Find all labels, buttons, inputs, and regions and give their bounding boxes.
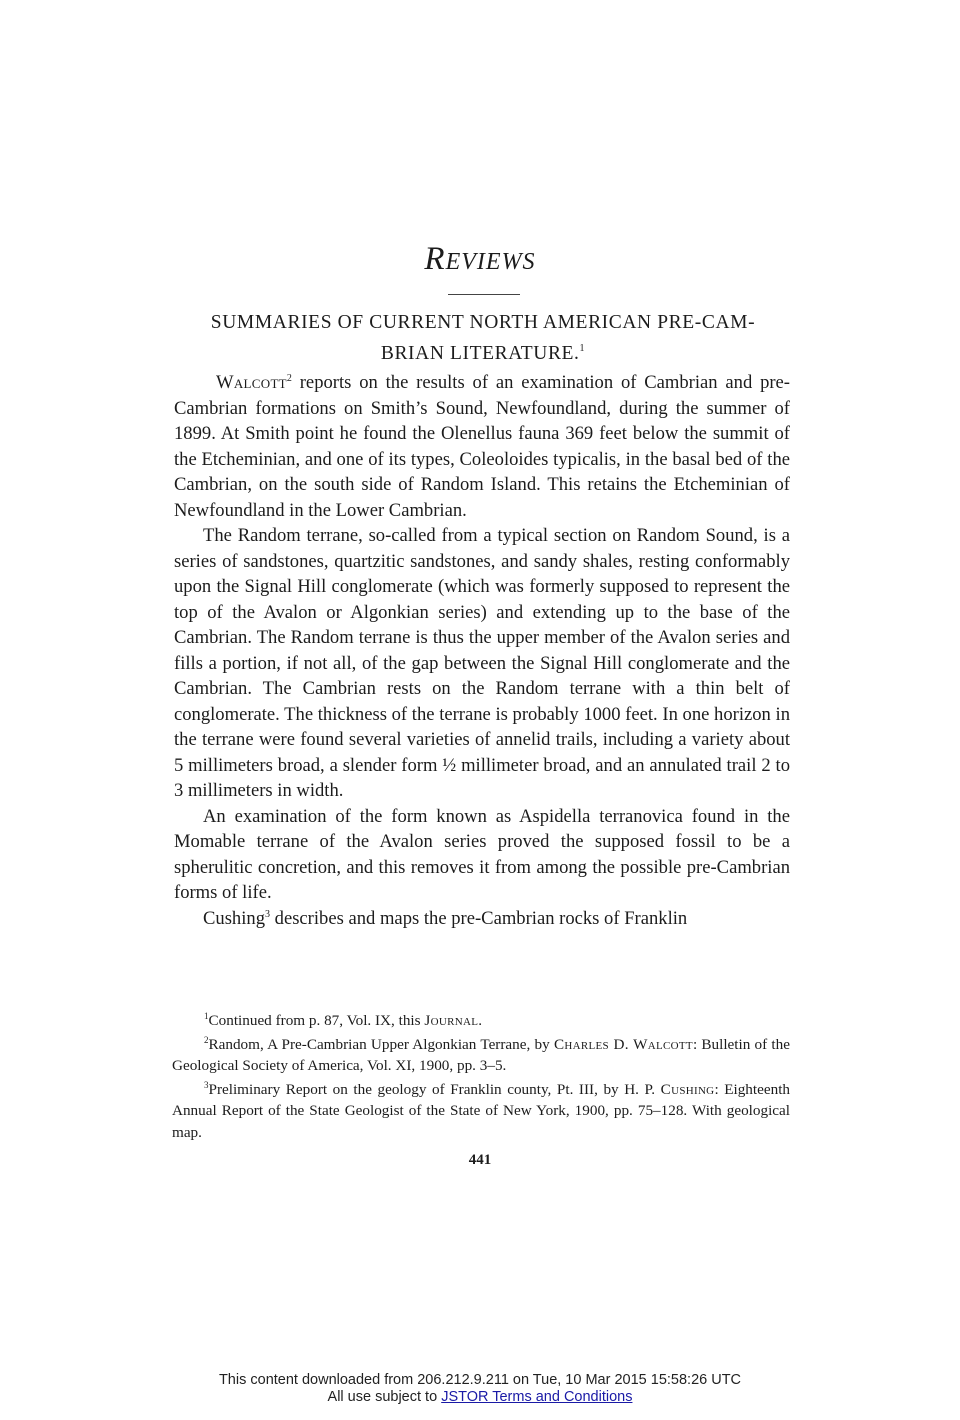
footnote-1-text: Continued from p. 87, Vol. IX, this (208, 1012, 425, 1029)
jstor-terms-line (0, 1389, 960, 1406)
footnote-3-text: Preliminary Report on the geology of Franklin county, Pt. III, by H. P. (208, 1080, 661, 1098)
jstor-terms-prefix: All use subject to (327, 1389, 442, 1405)
footnote-2 (172, 1034, 790, 1077)
footnote-2-mark: 2 (204, 1034, 209, 1045)
author-cushing: Cushing (203, 907, 265, 929)
title-line-2: BRIAN LITERATURE. (380, 343, 580, 364)
footnote-3 (172, 1079, 790, 1144)
footnote-1-mark: 1 (204, 1011, 209, 1021)
article-body (174, 370, 790, 931)
footnote-ref-3: 3 (265, 908, 270, 920)
section-heading (0, 236, 960, 285)
footnote-2-author: Charles D. Walcott (553, 1035, 693, 1053)
page-number: 441 (468, 1152, 492, 1168)
footnote-2-text: Random, A Pre-Cambrian Upper Algonkian Terrane, by (208, 1035, 554, 1053)
jstor-terms-link[interactable]: JSTOR Terms and Conditions (441, 1389, 633, 1405)
paragraph-1 (174, 370, 790, 523)
title-footnote-mark: 1 (579, 343, 586, 354)
footnote-3-end: : Eighteenth Annual Report of the State Geologist of the State of New York, 1900, pp. 75–128. With geological map. (172, 1080, 791, 1141)
footnote-3-mark: 3 (204, 1079, 209, 1090)
heading-rule (448, 294, 520, 295)
jstor-download-line: This content downloaded from 206.212.9.211 on Tue, 10 Mar 2015 15:58:26 UTC (218, 1372, 742, 1388)
paragraph-1-text: reports on the results of an examination of Cambrian and pre-Cambrian formations on Smith’s Sound, Newfoundland, during the summer of 1899. At Smith point he found the Olenellus fauna 369 feet below the summit of the Etcheminian, and one of its types, Coleoloides typicalis, in the basal bed of the Cambrian, on the south side of Random Island. This retains the Etcheminian of Newfoundland in the Lower Cambrian. (174, 372, 790, 521)
author-walcott: Walcott (216, 372, 287, 393)
heading-rest: EVIEWS (445, 249, 536, 275)
title-line-1: SUMMARIES OF CURRENT NORTH AMERICAN PRE-CAM- (210, 312, 756, 333)
paragraph-4-text: describes and maps the pre-Cambrian rocks of Franklin (270, 907, 688, 929)
paragraph-2: The Random terrane, so-called from a typical section on Random Sound, is a series of sandstones, quartzitic sandstones, and sandy shales, resting conformably upon the Signal Hill conglomerate (which was formerly supposed to represent the top of the Avalon or Algonkian series) and extending up to the base of the Cambrian. The Random terrane is thus the upper member of the Avalon series and fills a portion, if not all, of the gap between the Signal Hill conglomerate and the Cambrian. The Cambrian rests on the Random terrane with a thin belt of conglomerate. The thickness of the terrane is probably 1000 feet. In one horizon in the terrane were found several varieties of annelid trails, including a variety about 5 millimeters broad, a slender form ½ millimeter broad, and an annulated trail 2 to 3 millimeters in width. (174, 525, 790, 801)
footnote-2-end: : Bulletin of the Geological Society of America, Vol. XI, 1900, pp. 3–5. (172, 1035, 790, 1074)
footnote-1 (172, 1010, 790, 1032)
footnote-1-journal: Journal (424, 1012, 479, 1029)
footnote-3-author: Cushing (660, 1080, 715, 1098)
footnote-ref-2: 2 (286, 373, 292, 384)
paragraph-4 (174, 906, 790, 932)
article-title (176, 310, 790, 367)
footnotes (172, 1010, 790, 1145)
jstor-notice (0, 1372, 960, 1406)
heading-initial: R (424, 241, 446, 277)
footnote-1-end: . (478, 1012, 483, 1029)
paragraph-3: An examination of the form known as Aspidella terranovica found in the Momable terrane of the Avalon series proved the supposed fossil to be a spherulitic concretion, and this removes it from among the possible pre-Cambrian forms of life. (174, 805, 790, 903)
